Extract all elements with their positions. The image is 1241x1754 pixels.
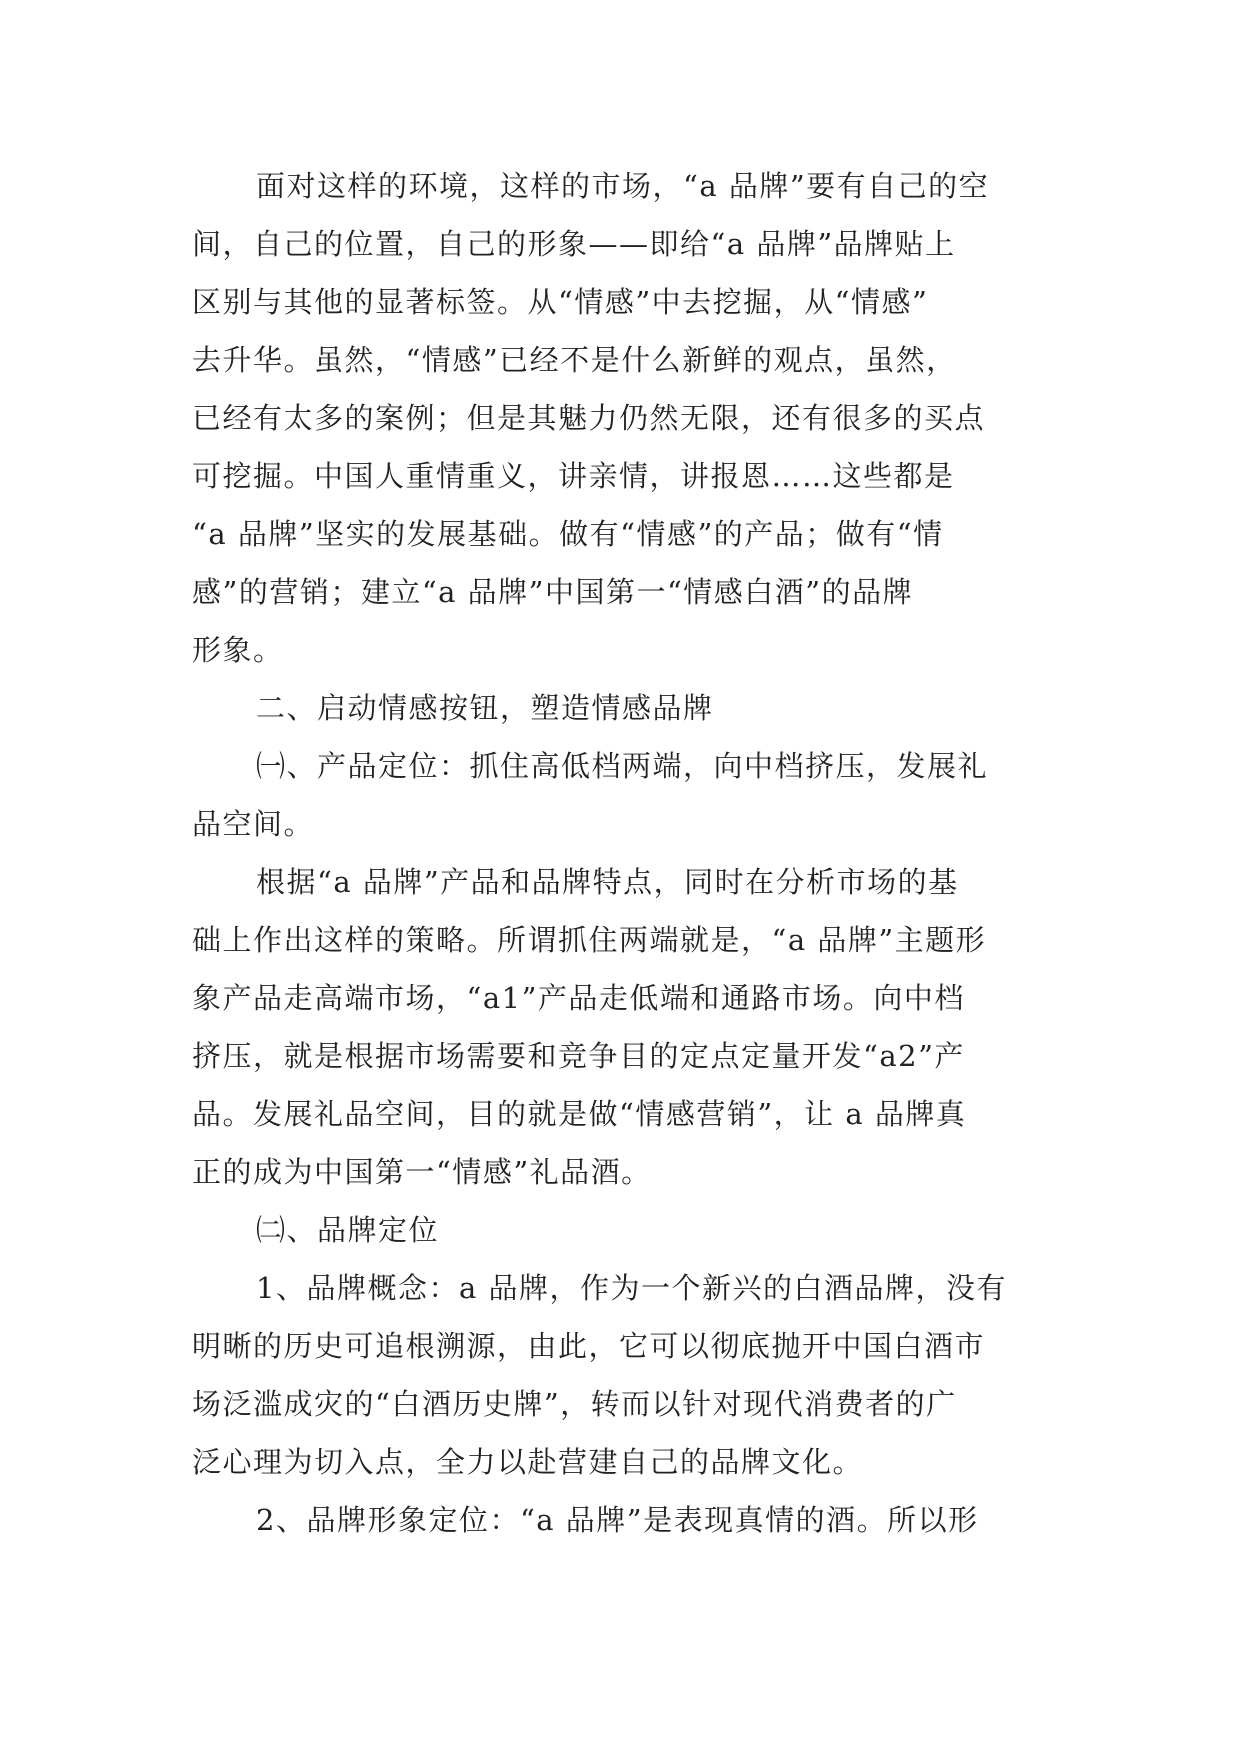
- subsection-heading: ㈡、品牌定位: [256, 1213, 440, 1247]
- body-text-line: 象产品走高端市场，“a1”产品走低端和通路市场。向中档: [192, 981, 965, 1015]
- subsection-heading-continued: 品空间。: [192, 807, 315, 841]
- body-text-line: 可挖掘。中国人重情重义，讲亲情，讲报恩……这些都是: [192, 459, 955, 493]
- body-text-line: 正的成为中国第一“情感”礼品酒。: [192, 1155, 652, 1189]
- section-heading: 二、启动情感按钮，塑造情感品牌: [256, 691, 714, 725]
- body-text-line: 面对这样的环境，这样的市场，“a 品牌”要有自己的空: [256, 169, 990, 203]
- body-text-line: 场泛滥成灾的“白酒历史牌”，转而以针对现代消费者的广: [192, 1387, 957, 1421]
- body-text-line: 感”的营销；建立“a 品牌”中国第一“情感白酒”的品牌: [192, 575, 914, 609]
- body-text-line: 根据“a 品牌”产品和品牌特点，同时在分析市场的基: [256, 865, 959, 899]
- body-text-line: 泛心理为切入点，全力以赴营建自己的品牌文化。: [192, 1445, 864, 1479]
- body-text-line: 2、品牌形象定位：“a 品牌”是表现真情的酒。所以形: [256, 1503, 979, 1537]
- body-text-line: 已经有太多的案例；但是其魅力仍然无限，还有很多的买点: [192, 401, 986, 435]
- body-text-line: 1、品牌概念：a 品牌，作为一个新兴的白酒品牌，没有: [256, 1271, 1007, 1305]
- body-text-line: 区别与其他的显著标签。从“情感”中去挖掘，从“情感”: [192, 285, 929, 319]
- body-text-line: 明晰的历史可追根溯源，由此，它可以彻底抛开中国白酒市: [192, 1329, 986, 1363]
- body-text-line: 间，自己的位置，自己的形象——即给“a 品牌”品牌贴上: [192, 227, 956, 261]
- body-text-line: 去升华。虽然，“情感”已经不是什么新鲜的观点，虽然，: [192, 343, 957, 377]
- body-text-line: 品。发展礼品空间，目的就是做“情感营销”，让 a 品牌真: [192, 1097, 967, 1131]
- subsection-heading: ㈠、产品定位：抓住高低档两端，向中档挤压，发展礼: [256, 749, 989, 783]
- body-text-line: 础上作出这样的策略。所谓抓住两端就是，“a 品牌”主题形: [192, 923, 987, 957]
- body-text-line: “a 品牌”坚实的发展基础。做有“情感”的产品；做有“情: [192, 517, 944, 551]
- body-text-line: 形象。: [192, 633, 284, 667]
- body-text-line: 挤压，就是根据市场需要和竞争目的定点定量开发“a2”产: [192, 1039, 965, 1073]
